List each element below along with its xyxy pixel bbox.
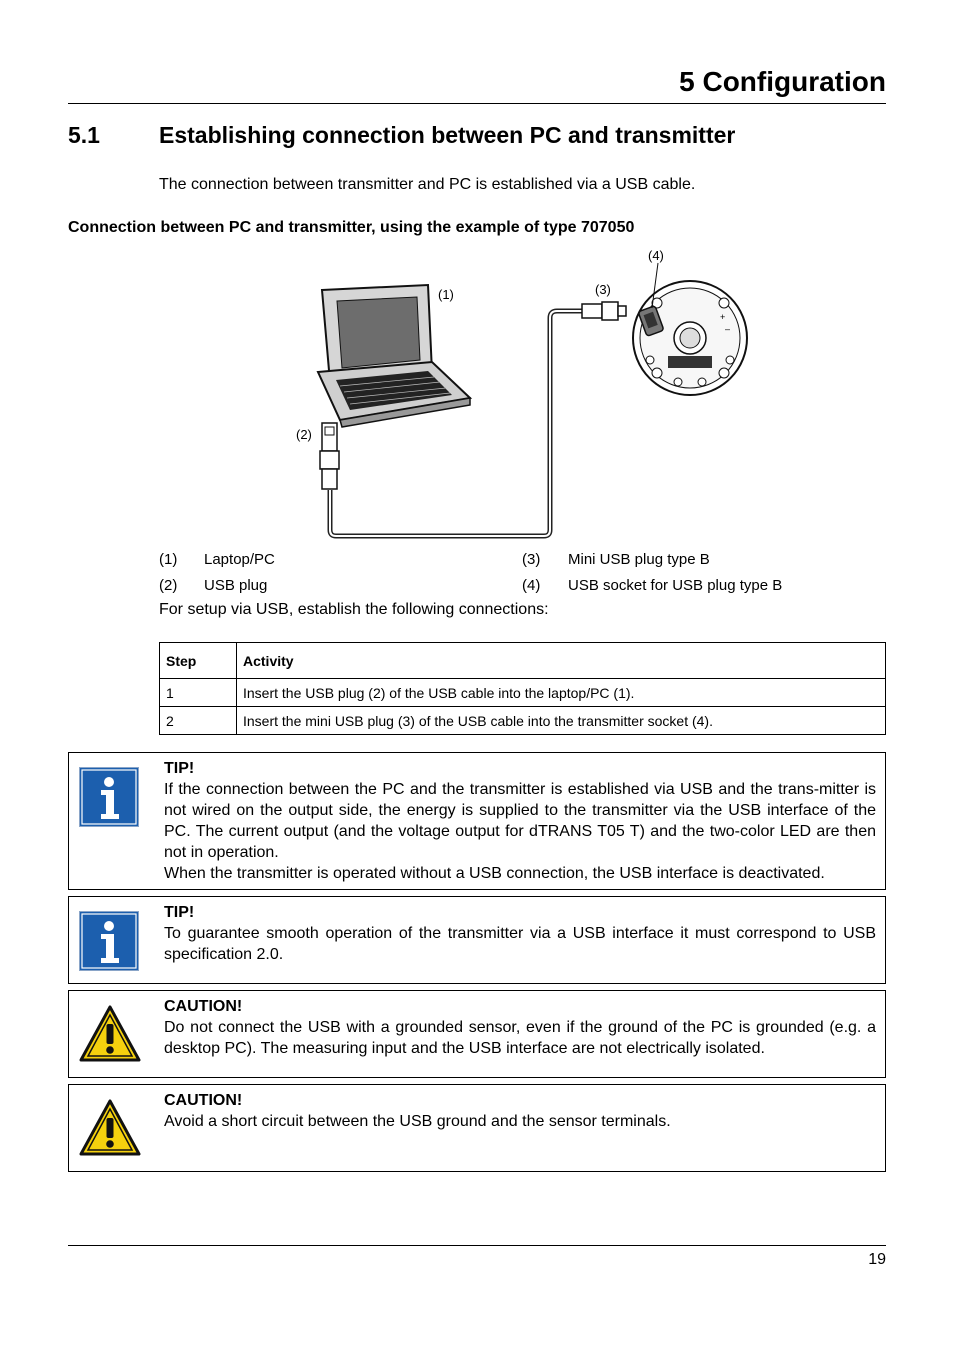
legend-label-2: USB plug (204, 577, 268, 594)
section-title: Establishing connection between PC and transmitter (159, 122, 736, 148)
table-row (160, 679, 886, 707)
footer-rule (68, 1245, 886, 1246)
table-cell-activity: Insert the mini USB plug (3) of the USB cable into the transmitter socket (4). (237, 707, 886, 735)
table-cell-step: 1 (160, 679, 237, 707)
warning-icon (79, 1099, 141, 1157)
info-icon (79, 911, 139, 971)
caution-box (68, 1084, 886, 1172)
legend-label-4: USB socket for USB plug type B (568, 577, 783, 594)
legend-num-3: (3) (522, 551, 541, 568)
usb-plug-illustration (320, 423, 339, 489)
callout-1: (1) (438, 287, 454, 302)
warning-icon (79, 1005, 141, 1063)
mini-usb-plug-illustration (582, 302, 626, 320)
caution-box (68, 990, 886, 1078)
table-cell-step: 2 (160, 707, 237, 735)
note-title: TIP! (164, 904, 195, 921)
chapter-title: 5 Configuration (679, 66, 886, 97)
callout-2: (2) (296, 427, 312, 442)
table-header-step: Step (160, 643, 237, 679)
legend-num-1: (1) (159, 551, 178, 568)
legend-num-4: (4) (522, 577, 541, 594)
legend-label-3: Mini USB plug type B (568, 551, 710, 568)
svg-text:+: + (720, 312, 726, 322)
note-title: CAUTION! (164, 1092, 243, 1109)
intro-paragraph: The connection between transmitter and PC is established via a USB cable. (159, 176, 696, 193)
connection-diagram (290, 245, 770, 545)
note-body: Do not connect the USB with a grounded sensor, even if the ground of the PC is grounded (e.g. a desktop PC). The measuring input and the USB interface are not electrically isolated. (164, 1019, 876, 1057)
steps-table (159, 642, 886, 735)
transmitter-illustration (633, 281, 747, 395)
info-icon (79, 767, 139, 827)
laptop-illustration (318, 285, 470, 427)
legend-num-2: (2) (159, 577, 178, 594)
legend-label-1: Laptop/PC (204, 551, 275, 568)
callout-4: (4) (648, 248, 664, 263)
note-body: Avoid a short circuit between the USB ground and the sensor terminals. (164, 1113, 671, 1130)
table-cell-activity: Insert the USB plug (2) of the USB cable into the laptop/PC (1). (237, 679, 886, 707)
callout-3: (3) (595, 282, 611, 297)
setup-paragraph: For setup via USB, establish the following connections: (159, 601, 549, 618)
section-number: 5.1 (68, 122, 100, 148)
tip-box (68, 896, 886, 984)
note-body-extra: When the transmitter is operated without a USB connection, the USB interface is deactivated. (164, 865, 825, 882)
table-header-activity: Activity (237, 643, 886, 679)
page-number: 19 (868, 1251, 886, 1268)
table-row (160, 707, 886, 735)
figure-subheading: Connection between PC and transmitter, using the example of type 707050 (68, 219, 635, 236)
svg-text:–: – (725, 324, 731, 334)
note-body: To guarantee smooth operation of the transmitter via a USB interface it must correspond to USB specification 2.0. (164, 925, 876, 963)
tip-box (68, 752, 886, 890)
note-body: If the connection between the PC and the transmitter is established via USB and the trans-mitter is not wired on the output side, the energy is supplied to the transmitter via the USB interface of the PC. The current output (and the voltage output for dTRANS T05 T) and the two-color LED are then not in operation. (164, 781, 876, 861)
note-title: CAUTION! (164, 998, 243, 1015)
table-header-row (160, 643, 886, 679)
header-rule (68, 103, 886, 104)
note-title: TIP! (164, 760, 195, 777)
